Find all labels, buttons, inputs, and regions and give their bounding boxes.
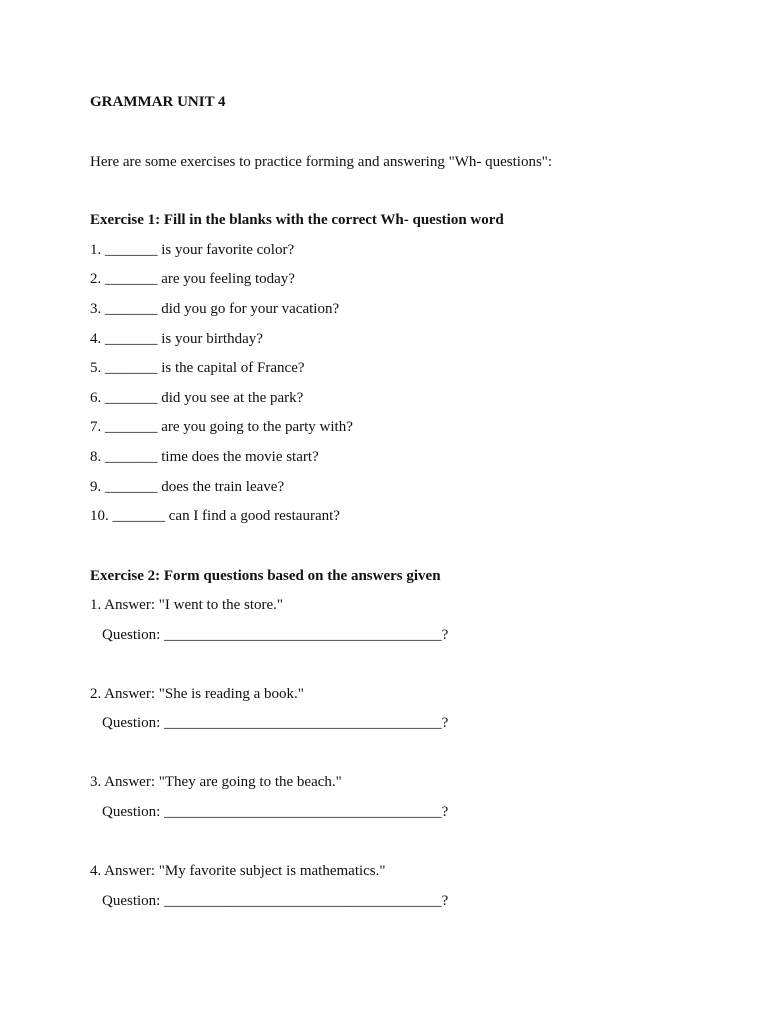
exercise1-item: 3. _______ did you go for your vacation? bbox=[90, 301, 340, 317]
exercise1-item: 8. _______ time does the movie start? bbox=[90, 449, 319, 465]
exercise2-answer: 4. Answer: "My favorite subject is mathematics." bbox=[90, 863, 386, 879]
page-title: GRAMMAR UNIT 4 bbox=[90, 94, 226, 110]
intro-text: Here are some exercises to practice forming and answering "Wh- questions": bbox=[90, 154, 553, 170]
exercise1-item: 5. _______ is the capital of France? bbox=[90, 360, 305, 376]
exercise1-item: 6. _______ did you see at the park? bbox=[90, 390, 304, 406]
exercise1-item: 2. _______ are you feeling today? bbox=[90, 271, 295, 287]
exercise1-item: 10. _______ can I find a good restaurant? bbox=[90, 508, 340, 524]
exercise2-question: Question: _____________________________________? bbox=[102, 893, 449, 909]
exercise1-item: 9. _______ does the train leave? bbox=[90, 479, 285, 495]
exercise2-answer: 1. Answer: "I went to the store." bbox=[90, 597, 284, 613]
exercise2-question: Question: _____________________________________? bbox=[102, 627, 449, 643]
exercise2-answer: 2. Answer: "She is reading a book." bbox=[90, 686, 304, 702]
exercise1-heading: Exercise 1: Fill in the blanks with the correct Wh- question word bbox=[90, 212, 504, 228]
exercise1-item: 4. _______ is your birthday? bbox=[90, 331, 263, 347]
exercise2-heading: Exercise 2: Form questions based on the answers given bbox=[90, 568, 441, 584]
exercise2-question: Question: _____________________________________? bbox=[102, 804, 449, 820]
exercise1-item: 1. _______ is your favorite color? bbox=[90, 242, 295, 258]
exercise1-item: 7. _______ are you going to the party with? bbox=[90, 419, 353, 435]
exercise2-question: Question: _____________________________________? bbox=[102, 715, 449, 731]
worksheet-page bbox=[90, 0, 730, 1024]
exercise2-answer: 3. Answer: "They are going to the beach." bbox=[90, 774, 342, 790]
